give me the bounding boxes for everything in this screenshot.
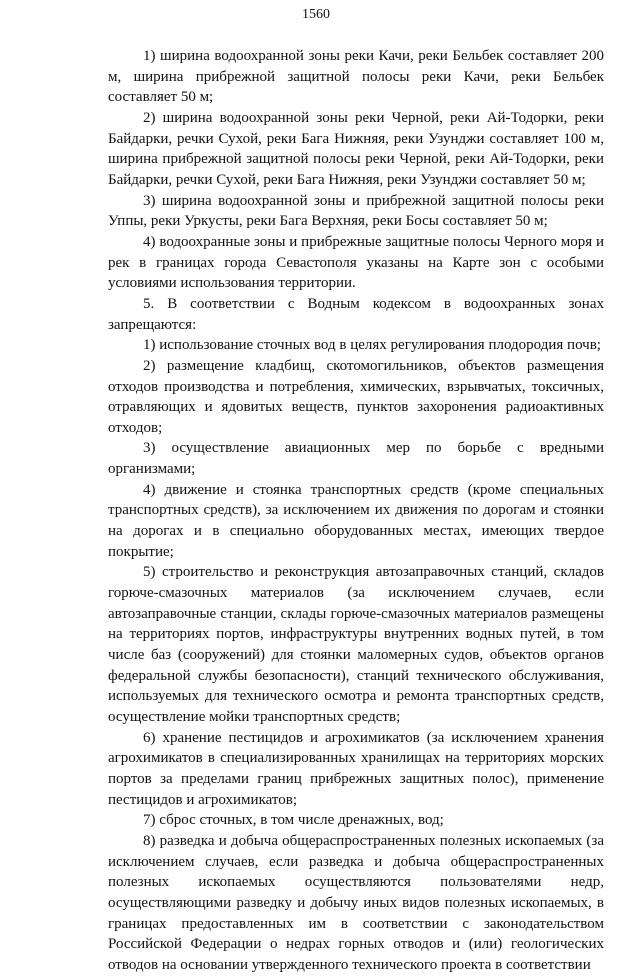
- paragraph-5-prohibitions: 5. В соответствии с Водным кодексом в водоохранных зонах запрещаются:: [108, 295, 604, 333]
- prohibition-item-3: 3) осуществление авиационных мер по борьбе с вредными организмами;: [108, 440, 604, 478]
- paragraph-1-1-kacha-belbek: 1) ширина водоохранной зоны реки Качи, реки Бельбек составляет 200 м, ширина прибрежной защитной полосы реки Качи, реки Бельбек составляет 50 м;: [108, 48, 604, 106]
- prohibition-item-6: 6) хранение пестицидов и агрохимикатов (за исключением хранения агрохимикатов в специализированных хранилищах на территориях морских портов за пределами границ прибрежных защитных полос), применение пестицидов и агрохимикатов;: [108, 729, 604, 808]
- prohibition-item-4: 4) движение и стоянка транспортных средств (кроме специальных транспортных средств), за исключением их движения по дорогам и стоянки на дорогах и в специально оборудованных местах, имеющих твердое покрытие;: [108, 481, 604, 560]
- paragraph-1-3-uppa: 3) ширина водоохранной зоны и прибрежной защитной полосы реки Уппы, реки Уркусты, реки Бага Верхняя, реки Босы составляет 50 м;: [108, 192, 604, 230]
- prohibition-item-8: 8) разведка и добыча общераспространенных полезных ископаемых (за исключением случаев, если разведка и добыча общераспространенных полезных ископаемых осуществляются пользователями недр, осуществляющими разведку и добычу иных видов полезных ископаемых, в границах предоставленных им в соответствии с законодательством Российской Федерации о недрах горных отводов и (или) геологических отводов на основании утвержденного технического проекта в соответствии: [108, 832, 604, 973]
- document-body: [108, 46, 604, 976]
- paragraph-1-2-chernaya: 2) ширина водоохранной зоны реки Черной, реки Ай-Тодорки, реки Байдарки, речки Сухой, реки Бага Нижняя, реки Узунджи составляет 100 м, ширина прибрежной защитной полосы реки Черной, реки Ай-Тодорки, реки Байдарки, речки Сухой, реки Бага Нижняя, реки Узунджи составляет 50 м;: [108, 109, 604, 188]
- paragraph-1-4-black-sea: 4) водоохранные зоны и прибрежные защитные полосы Черного моря и рек в границах города Севастополя указаны на Карте зон с особыми условиями использования территории.: [108, 233, 604, 292]
- prohibition-item-1: 1) использование сточных вод в целях регулирования плодородия почв;: [143, 337, 601, 354]
- prohibition-item-7: 7) сброс сточных, в том числе дренажных, вод;: [143, 812, 444, 829]
- prohibition-item-2: 2) размещение кладбищ, скотомогильников, объектов размещения отходов производства и потребления, химических, взрывчатых, токсичных, отравляющих и ядовитых веществ, пунктов захоронения радиоактивных отходов;: [108, 357, 604, 436]
- prohibition-item-5: 5) строительство и реконструкция автозаправочных станций, складов горюче-смазочных материалов (за исключением случаев, если автозаправочные станции, склады горюче-смазочных материалов размещены на территориях портов, инфраструктуры внутренних водных путей, в том числе баз (сооружений) для стоянки маломерных судов, объектов органов федеральной службы безопасности), станций технического обслуживания, используемых для технического осмотра и ремонта транспортных средств, осуществление мойки транспортных средств;: [108, 564, 604, 725]
- page-number: 1560: [302, 7, 330, 22]
